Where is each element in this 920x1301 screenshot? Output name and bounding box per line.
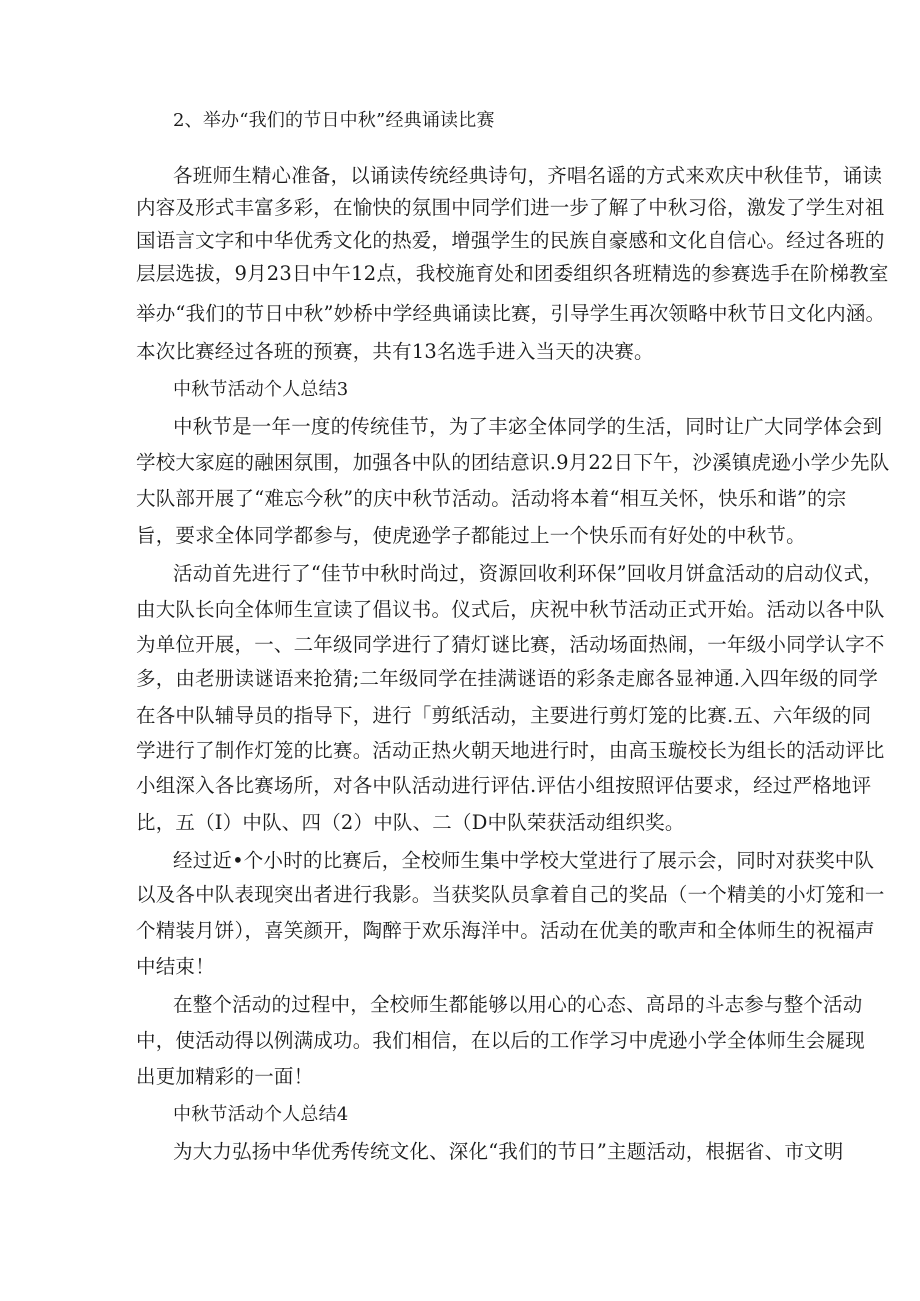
paragraph-line: 举办“我们的节日中秋”妙桥中学经典诵读比赛，引导学生再次领略中秋节日文化内涵。 bbox=[136, 302, 886, 325]
section-heading: 2、举办“我们的节日中秋”经典诵读比赛 bbox=[173, 110, 495, 131]
paragraph-line: 学校大家庭的融困氛围，加强各中队的团结意识.9月22日下午，沙溪镇虎逊小学少先队 bbox=[136, 451, 890, 474]
summary-title-4: 中秋节活动个人总结4 bbox=[173, 1104, 349, 1125]
paragraph-line: 为单位开展，一、二年级同学进行了猜灯谜比赛，活动场面热闹，一年级小同学认字不 bbox=[136, 633, 885, 656]
paragraph-line: 由大队长向全体师生宣读了倡议书。仪式后，庆祝中秋节活动正式开始。活动以各中队 bbox=[136, 598, 885, 621]
paragraph-line: 个精装月饼），喜笑颜开，陶醉于欢乐海洋中。活动在优美的歌声和全体师生的祝福声 bbox=[136, 919, 875, 942]
paragraph-line: 多，由老册读谜语来抢猜;二年级同学在挂满谜语的彩条走廊各显神通.入四年级的同学 bbox=[136, 667, 879, 690]
paragraph-line: 在整个活动的过程中，全校师生都能够以用心的心态、高昂的斗志参与整个活动 bbox=[173, 993, 863, 1016]
paragraph-line: 层层选拔，9月23日中午12点，我校施育处和团委组织各班精选的参赛选手在阶梯教室 bbox=[136, 262, 889, 285]
summary-title-3: 中秋节活动个人总结3 bbox=[173, 379, 349, 400]
paragraph-line: 旨，要求全体同学都参与，使虎逊学子都能过上一个快乐而有好处的中秋节。 bbox=[136, 524, 806, 547]
paragraph-line: 学进行了制作灯笼的比赛。活动正热火朝天地进行时，由高玉璇校长为组长的活动评比 bbox=[136, 739, 885, 762]
paragraph-line: 小组深入各比赛场所，对各中队活动进行评估.评估小组按照评估要求，经过严格地评 bbox=[136, 774, 872, 797]
paragraph-line: 本次比赛经过各班的预赛，共有13名选手进入当天的决赛。 bbox=[136, 340, 654, 363]
paragraph-line: 中，使活动得以例满成功。我们相信，在以后的工作学习中虎逊小学全体师生会屣现 bbox=[136, 1029, 865, 1052]
paragraph-line: 国语言文字和中华优秀文化的热爱，增强学生的民族自豪感和文化自信心。经过各班的 bbox=[136, 229, 885, 252]
paragraph-line: 比，五（I）中队、四（2）中队、二（D中队荣获活动组织奖。 bbox=[136, 811, 685, 834]
paragraph-line: 活动首先进行了“佳节中秋时尚过，资源回收利环保”回收月饼盒活动的启动仪式， bbox=[173, 562, 883, 585]
paragraph-line: 为大力弘扬中华优秀传统文化、深化“我们的节日”主题活动，根据省、市文明 bbox=[173, 1140, 844, 1163]
paragraph-line: 大队部开展了“难忘今秋”的庆中秋节活动。活动将本着“相互关怀，快乐和谐”的宗 bbox=[136, 487, 847, 510]
paragraph-line: 以及各中队表现突出者进行我影。当获奖队员拿着自己的奖品（一个精美的小灯笼和一 bbox=[136, 883, 885, 906]
paragraph-line: 经过近•个小时的比赛后，全校师生集中学校大堂进行了展示会，同时对获奖中队 bbox=[173, 849, 875, 872]
paragraph-line: 各班师生精心准备，以诵读传统经典诗句，齐唱名谣的方式来欢庆中秋佳节，诵读 bbox=[173, 164, 883, 187]
paragraph-line: 在各中队辅导员的指导下，进行「剪纸活动，主要进行剪灯笼的比赛.五、六年级的同 bbox=[136, 704, 872, 727]
paragraph-line: 出更加精彩的一面！ bbox=[136, 1065, 314, 1088]
paragraph-line: 中结束！ bbox=[136, 955, 215, 978]
paragraph-line: 中秋节是一年一度的传统佳节，为了丰宓全体同学的生活，同时让广大同学体会到 bbox=[173, 415, 883, 438]
paragraph-line: 内容及形式丰富多彩，在愉快的氛围中同学们进一步了解了中秋习俗，激发了学生对祖 bbox=[136, 196, 885, 219]
